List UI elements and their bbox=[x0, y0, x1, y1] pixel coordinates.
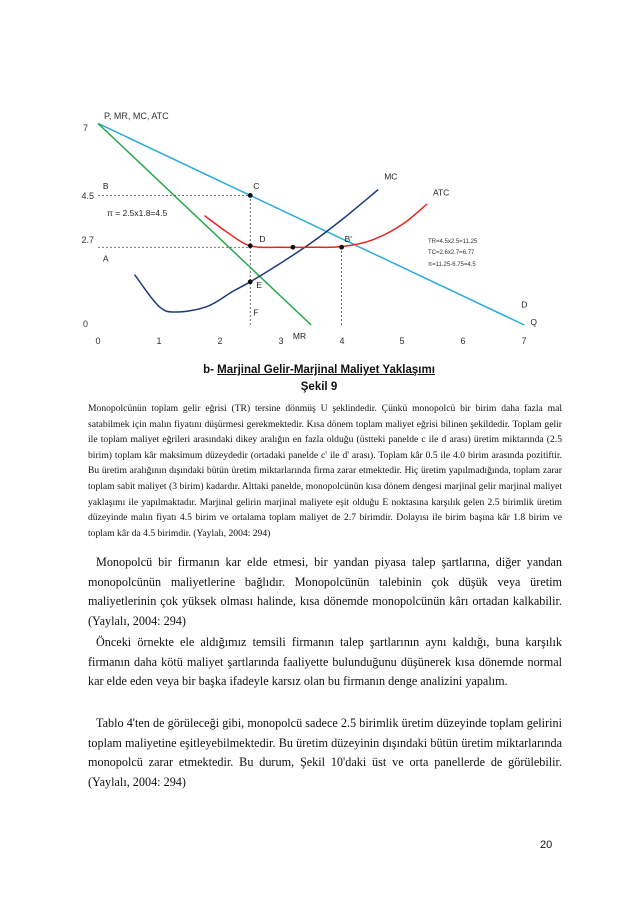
point-label: D bbox=[259, 234, 266, 245]
calc-annotation-profit: π=11.25-6.75=4.5 bbox=[428, 262, 476, 268]
point-marker bbox=[248, 279, 253, 284]
point-label: MC bbox=[384, 171, 398, 182]
point-label: A bbox=[102, 253, 109, 264]
y-tick-label: 2.7 bbox=[81, 235, 94, 245]
x-tick-label: 6 bbox=[460, 336, 466, 346]
x-tick-labels bbox=[95, 336, 526, 346]
x-tick-label: 5 bbox=[399, 336, 405, 346]
x-tick-label: 0 bbox=[95, 336, 101, 346]
point-label: B bbox=[102, 181, 109, 192]
figure-number: Şekil 9 bbox=[300, 381, 338, 393]
y-tick-labels bbox=[81, 123, 94, 329]
point-label: ATC bbox=[432, 187, 450, 198]
point-label: B' bbox=[344, 234, 352, 245]
profit-annotation: π = 2.5x1.8=4.5 bbox=[107, 208, 168, 218]
y-axis-label: P, MR, MC, ATC bbox=[104, 111, 169, 121]
point-label: F bbox=[253, 307, 259, 318]
series-d-line bbox=[98, 123, 524, 325]
point-label: E bbox=[256, 280, 263, 291]
point-marker bbox=[248, 243, 253, 248]
x-tick-label: 1 bbox=[156, 336, 162, 346]
series-mr-line bbox=[98, 123, 311, 325]
figure-caption bbox=[0, 364, 638, 376]
body-paragraph: Tablo 4'ten de görüleceği gibi, monopolcü sadece 2.5 birimlik üretim düzeyinde toplam gelirini toplam maliyetine eşitleyebilmektedir. Bu üretim düzeyinin dışındaki bütün üretim miktarlarında monopolcü zarar etmektedir. Bu durum, Şekil 10'daki üst ve orta panellerde de görülebilir. (Yaylalı, 2004: 294) bbox=[88, 716, 562, 789]
curves bbox=[98, 123, 524, 325]
series-mc-line bbox=[135, 190, 379, 312]
point-label: D bbox=[521, 299, 528, 310]
body-paragraph: Önceki örnekte ele aldığımız temsili firmanın talep şartlarının aynı kaldığı, buna karşılık firmanın daha kötü maliyet şartlarında faaliyette bulunduğunu düşünerek kısa dönemde normal kar elde eden veya bir başka ifadeyle karsız olan bu firmanın denge analizini yapalım. bbox=[88, 635, 562, 688]
point-marker bbox=[290, 245, 295, 250]
y-tick-label: 7 bbox=[82, 123, 88, 133]
x-tick-label: 7 bbox=[521, 336, 527, 346]
page-number: 20 bbox=[540, 839, 553, 851]
x-tick-label: 2 bbox=[217, 336, 223, 346]
body-paragraph: Monopolcü bir firmanın kar elde etmesi, bir yandan piyasa talep şartlarına, diğer yandan monopolcünün maliyetlerine bağlıdır. Monopolcünün talebinin çok düşük veya üretim maliyetlerinin çok yüksek olması halinde, kısa dönemde monopolcünün kârı ortadan kalkabilir. (Yaylalı, 2004: 294) bbox=[88, 555, 562, 628]
cost-revenue-chart bbox=[0, 0, 638, 360]
calc-annotation-tc: TC=2.6x2.7=6.77 bbox=[428, 250, 475, 256]
point-labels bbox=[103, 172, 538, 341]
caption-prefix: b- bbox=[203, 364, 214, 376]
caption-title: Marjinal Gelir-Marjinal Maliyet Yaklaşımı bbox=[217, 364, 435, 376]
point-marker bbox=[339, 245, 344, 250]
y-tick-label: 4.5 bbox=[81, 191, 94, 201]
y-tick-label: 0 bbox=[82, 319, 88, 329]
point-label: MR bbox=[292, 330, 307, 341]
point-label: Q bbox=[530, 317, 538, 327]
figure-note: Monopolcünün toplam gelir eğrisi (TR) tersine dönmüş U şeklindedir. Çünkü monopolcü bir birim daha fazla mal satabilmek için malın fiyatını düşürmesi gerekmektedir. Kısa dönem toplam maliyet eğrisi bilinen şekildedir. Toplam gelir ile toplam maliyet eğrileri arasındaki dikey aralığın en fazla olduğu (üstteki panelde c ile d arası) üretim miktarında (2.5 birim) toplam kâr maksimum düzeydedir (ortadaki panelde c' ile d' arası). Toplam kâr 0.5 ile 4.0 birim arasında pozitiftir. Bu üretim aralığının dışındaki bütün üretim miktarlarında firma zarar etmektedir. Hiç üretim yapılmadığında, toplam zarar toplam sabit maliyet (3 birim) kadardır. Alttaki panelde, monopolcünün kısa dönem dengesi marjinal gelir marjinal maliyet yaklaşımı ile yapılmaktadır. Marjinal gelirin marjinal maliyete eşit olduğu E noktasına karşılık gelen 2.5 birimlik üretim düzeyinde malın fiyatı 4.5 birim ve ortalama toplam maliyet de 2.7 birimdir. Dolayısı ile birim başına kâr 1.8 birim ve toplam kâr da 4.5 birimdir. (Yaylalı, 2004: 294) bbox=[88, 403, 562, 539]
x-tick-label: 4 bbox=[339, 336, 345, 346]
point-label: C bbox=[253, 181, 260, 192]
calc-annotation-tr: TR=4.5x2.5=11.25 bbox=[428, 239, 478, 245]
x-tick-label: 3 bbox=[278, 336, 284, 346]
point-marker bbox=[248, 193, 253, 198]
